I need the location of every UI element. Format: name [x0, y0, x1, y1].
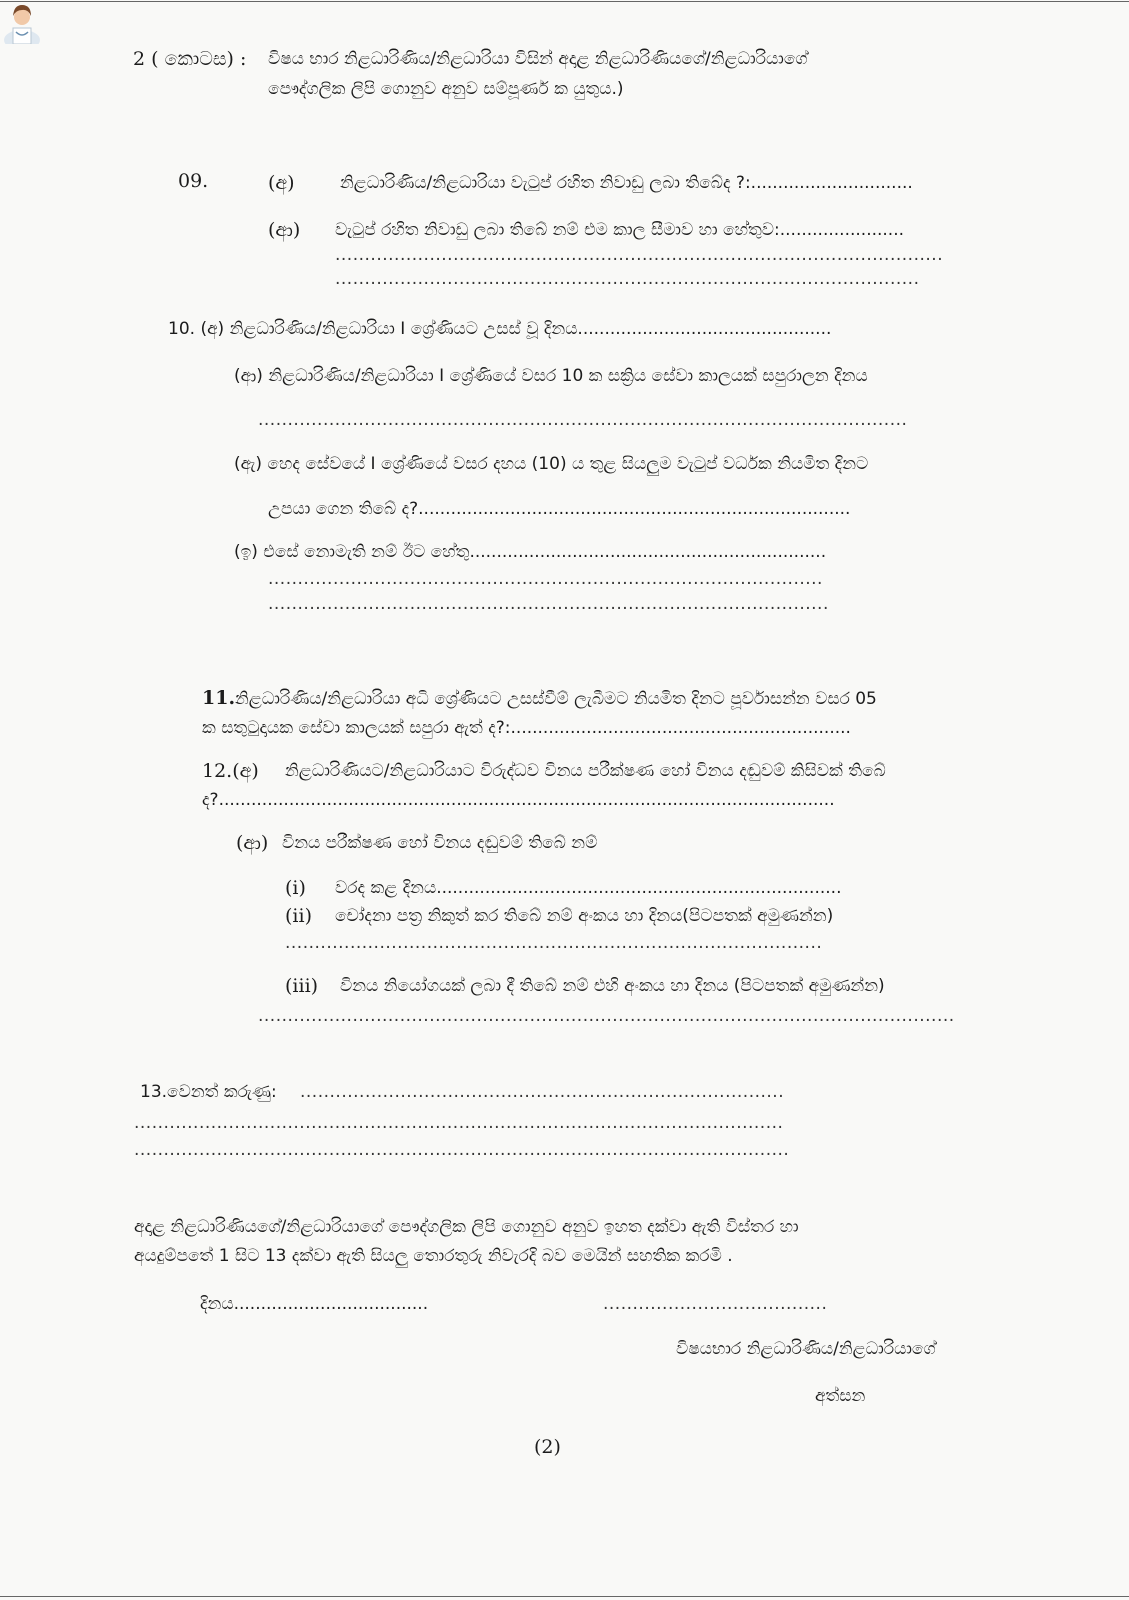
q09-aa-label: (ආ)	[268, 219, 301, 241]
q12-ii-label: (ii)	[285, 905, 312, 927]
q13-answer-line1: ..............................................................................................................	[134, 1113, 784, 1133]
q13-answer-line2: ...............................................................................................................	[134, 1140, 790, 1160]
q09-number: 09.	[178, 170, 209, 192]
q12-iii-label: (iii)	[285, 975, 319, 997]
q10-i-answer-line2: ...............................................................................................	[268, 594, 829, 614]
q11-number: 11.	[202, 687, 236, 709]
section-instruction-line2: පෞද්ගලික ලිපි ගොනුව අනුව සම්පූර්ණ ක යුතුය.)	[268, 79, 624, 99]
nurse-avatar-icon	[2, 0, 42, 44]
signatory-role: විෂයභාර නිළධාරිණිය/නිළධාරියාගේ	[676, 1339, 936, 1359]
q10-i-question: (ඉ) එසේ නොමැති නම් ඊට හේතු..................................................................	[234, 542, 827, 562]
top-border	[0, 1, 1129, 2]
q10-ae-question-line2: උපයා ගෙන තිබේ ද?................................................................................	[268, 499, 851, 519]
q09-aa-answer-line1: .......................................................................................................	[335, 245, 944, 265]
signature-line: ......................................	[603, 1294, 828, 1314]
bottom-border	[0, 1596, 1129, 1597]
q13-answer-line0: ..................................................................................	[300, 1082, 785, 1102]
q10-aa-answer-line: ..............................................................................................................	[258, 410, 908, 430]
q12-question-line2: ද?..................................................................................................................	[202, 790, 835, 810]
signature-label: අත්සන	[815, 1386, 866, 1406]
q12-iii-question: විනය නියෝගයක් ලබා දී තිබේ නම් එහි අංකය හා දිනය (පිටපතක් අමුණන්න)	[340, 976, 885, 996]
section-label: 2 ( කොටස) :	[133, 48, 247, 70]
page-number: (2)	[534, 1436, 561, 1458]
q12-i-label: (i)	[285, 877, 306, 899]
date-field: දිනය....................................	[200, 1294, 429, 1314]
section-instruction-line1: විෂය භාර නිළධාරිණිය/නිළධාරියා විසින් අදාළ නිළධාරිණියගේ/නිළධාරියාගේ	[268, 49, 808, 69]
q11-question-line1: නිළධාරිණිය/නිළධාරියා අධි ශ්‍රේණියට උසස්වීම් ලැබීමට නියමිත දිනට පූර්වාසන්න වසර 05	[235, 689, 877, 709]
q12-ii-question: චෝදනා පත්‍ර නිකුත් කර තිබේ නම් අංකය හා දිනය(පිටපතක් අමුණන්න)	[335, 906, 834, 926]
q10-a-question: 10. (අ) නිළධාරිණිය/නිළධාරියා I ශ්‍රේණියට උසස් වූ දිනය...............................................	[168, 319, 832, 339]
q11-question-line2: ක සතුටුදායක සේවා කාලයක් සපුරා ඇත් ද?:...............................................................	[202, 718, 851, 738]
q09-aa-question: වැටුප් රහිත නිවාඩු ලබා තිබේ නම් එම කාල සීමාව හා හේතුව:.......................	[335, 220, 905, 240]
certification-line1: අදාළ නිළධාරිණියගේ/නිළධාරියාගේ පෞද්ගලික ලිපි ගොනුව අනුව ඉහත දක්වා ඇති විස්තර හා	[134, 1217, 799, 1237]
q10-i-answer-line1: ..............................................................................................	[268, 569, 823, 589]
q12-aa-label: (ආ)	[236, 832, 269, 854]
q09-a-label: (අ)	[268, 172, 295, 194]
certification-line2: අයදුම්පතේ 1 සිට 13 දක්වා ඇති සියලු තොරතුරු නිවැරදි බව මෙයින් සහතික කරමි .	[134, 1246, 733, 1266]
q12-question-line1: නිළධාරිණියට/නිළධාරියාට විරුද්ධව විනය පරීක්ෂණ හෝ විනය දඬුවම් කිසිවක් තිබේ	[285, 761, 886, 781]
q13-label: 13.වෙනත් කරුණු:	[140, 1082, 277, 1102]
q12-i-question: වරද කළ දිනය...........................................................................	[335, 878, 842, 898]
q12-iii-answer-line: ......................................................................................................................	[258, 1006, 955, 1026]
q10-aa-question: (ආ) නිළධාරිණිය/නිළධාරියා I ශ්‍රේණියේ වසර 10 ක සක්‍රිය සේවා කාලයක් සපුරාලන දිනය	[234, 366, 868, 386]
q10-ae-question-line1: (ඇ) හෙද සේවයේ I ශ්‍රේණියේ වසර දහය (10) ය තුළ සියලුම වැටුප් වර්ධක නියමිත දිනට	[234, 454, 869, 474]
q12-label: 12.(අ)	[202, 760, 259, 782]
q12-aa-heading: විනය පරීක්ෂණ හෝ විනය දඬුවම් තිබේ නම්	[282, 833, 598, 853]
q09-aa-answer-line2: ...................................................................................................	[335, 269, 920, 289]
q12-ii-answer-line: ...........................................................................................	[285, 933, 823, 953]
q09-a-question: නිළධාරිණිය/නිළධාරියා වැටුප් රහිත නිවාඩු ලබා තිබේද ?:..............................	[340, 173, 913, 193]
